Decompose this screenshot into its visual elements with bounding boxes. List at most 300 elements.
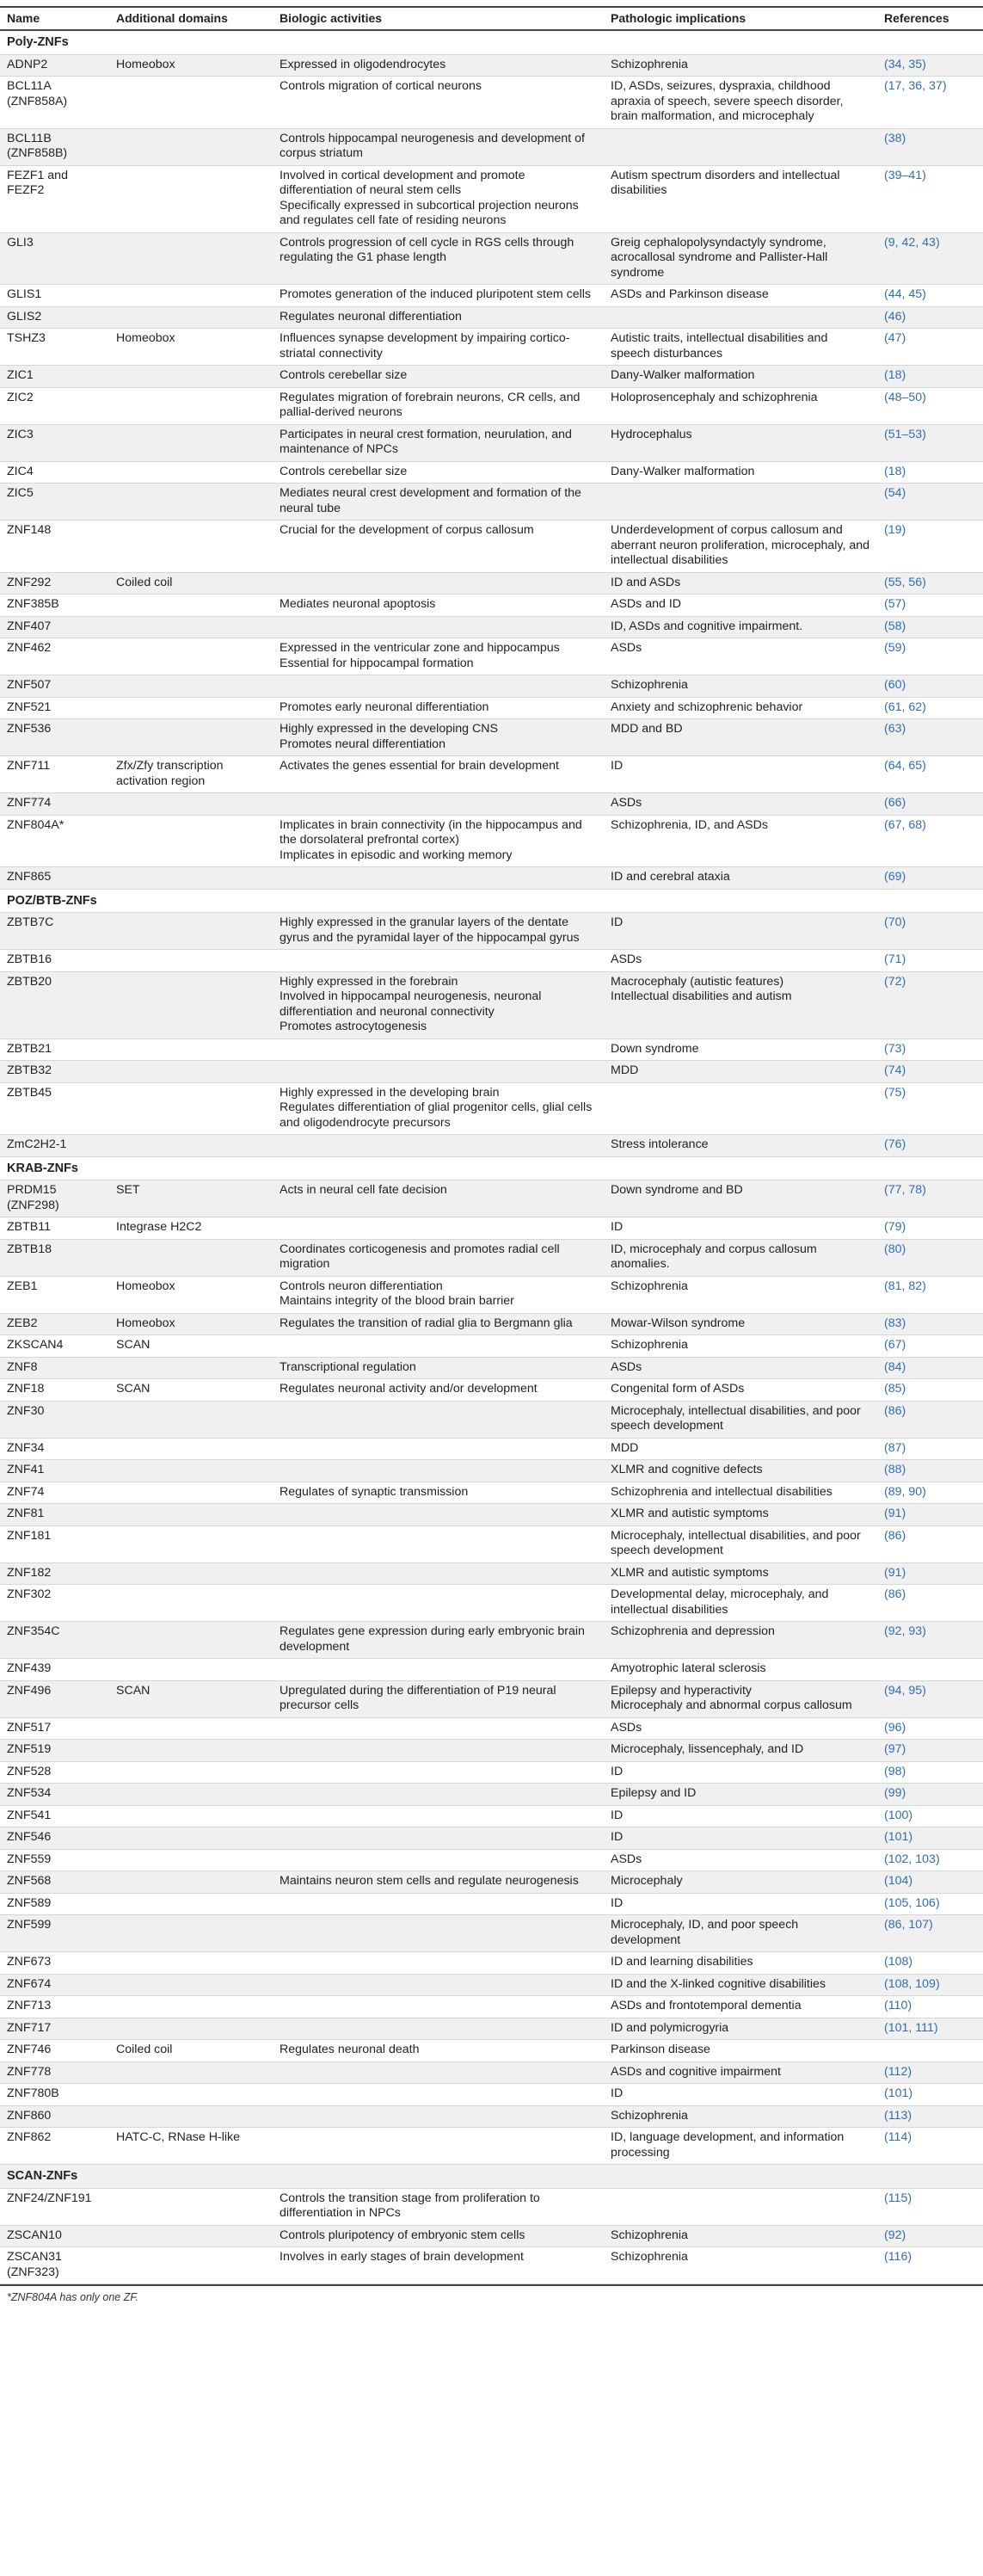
cell-references[interactable]: (79) [877, 1217, 983, 1240]
cell-biologic-activities: Mediates neural crest development and formation of the neural tube [273, 484, 604, 521]
cell-references[interactable]: (108) [877, 1952, 983, 1975]
section-title: POZ/BTB-ZNFs [0, 889, 983, 913]
cell-pathologic-implications: Macrocephaly (autistic features) Intellectual disabilities and autism [604, 971, 877, 1038]
table-row [0, 1239, 983, 1276]
cell-name: ZNF599 [0, 1915, 109, 1952]
cell-pathologic-implications: XLMR and cognitive defects [604, 1460, 877, 1482]
cell-references[interactable]: (105, 106) [877, 1893, 983, 1915]
cell-name: ZNF519 [0, 1740, 109, 1762]
cell-references[interactable]: (101, 111) [877, 2018, 983, 2040]
cell-biologic-activities [273, 1659, 604, 1681]
cell-pathologic-implications: ID, ASDs, seizures, dyspraxia, childhood apraxia of speech, severe speech disorder, brain malformation, and microcephaly [604, 77, 877, 129]
cell-pathologic-implications [604, 2188, 877, 2225]
cell-references[interactable] [877, 2040, 983, 2062]
cell-references[interactable] [877, 1659, 983, 1681]
cell-references[interactable]: (67) [877, 1335, 983, 1358]
cell-references[interactable]: (113) [877, 2105, 983, 2128]
cell-pathologic-implications: MDD [604, 1438, 877, 1460]
table-row [0, 616, 983, 638]
table-row [0, 1276, 983, 1313]
cell-biologic-activities [273, 1061, 604, 1083]
cell-name: ZNF517 [0, 1717, 109, 1740]
table-row [0, 675, 983, 698]
cell-references[interactable]: (70) [877, 913, 983, 950]
cell-pathologic-implications: Epilepsy and hyperactivity Microcephaly and abnormal corpus callosum [604, 1680, 877, 1717]
cell-name: ZNF18 [0, 1379, 109, 1402]
table-row [0, 971, 983, 1038]
cell-pathologic-implications: Schizophrenia and intellectual disabilities [604, 1482, 877, 1504]
cell-references[interactable]: (115) [877, 2188, 983, 2225]
cell-pathologic-implications: Schizophrenia [604, 675, 877, 698]
cell-biologic-activities: Influences synapse development by impairing cortico-striatal connectivity [273, 329, 604, 366]
cell-biologic-activities [273, 1805, 604, 1827]
header-row [0, 7, 983, 30]
cell-name: ZNF860 [0, 2105, 109, 2128]
cell-biologic-activities [273, 1460, 604, 1482]
znf-table [0, 6, 983, 2284]
cell-pathologic-implications: ASDs and frontotemporal dementia [604, 1996, 877, 2018]
cell-biologic-activities [273, 1717, 604, 1740]
table-row [0, 1805, 983, 1827]
cell-name: GLIS2 [0, 306, 109, 329]
cell-references[interactable]: (94, 95) [877, 1680, 983, 1717]
cell-references[interactable]: (59) [877, 638, 983, 675]
table-row [0, 1680, 983, 1717]
section-title: SCAN-ZNFs [0, 2165, 983, 2189]
cell-references[interactable]: (75) [877, 1082, 983, 1135]
cell-references[interactable]: (81, 82) [877, 1276, 983, 1313]
cell-references[interactable]: (46) [877, 306, 983, 329]
cell-pathologic-implications: Developmental delay, microcephaly, and intellectual disabilities [604, 1585, 877, 1622]
cell-references[interactable]: (112) [877, 2061, 983, 2084]
cell-name: ZNF148 [0, 521, 109, 573]
cell-name: ZNF302 [0, 1585, 109, 1622]
cell-biologic-activities [273, 2105, 604, 2128]
cell-biologic-activities [273, 675, 604, 698]
cell-biologic-activities [273, 572, 604, 595]
cell-additional-domains [109, 232, 273, 285]
cell-biologic-activities: Expressed in oligodendrocytes [273, 54, 604, 77]
cell-biologic-activities: Regulates neuronal activity and/or development [273, 1379, 604, 1402]
cell-name: ZNF354C [0, 1622, 109, 1659]
cell-additional-domains [109, 1401, 273, 1438]
cell-name: ZNF439 [0, 1659, 109, 1681]
cell-biologic-activities: Controls cerebellar size [273, 461, 604, 484]
table-row [0, 1740, 983, 1762]
cell-references[interactable]: (114) [877, 2128, 983, 2165]
cell-pathologic-implications: ASDs [604, 1357, 877, 1379]
cell-pathologic-implications: Schizophrenia [604, 2247, 877, 2284]
cell-additional-domains [109, 2061, 273, 2084]
table-row [0, 1180, 983, 1217]
cell-additional-domains [109, 1871, 273, 1894]
cell-pathologic-implications: ASDs and cognitive impairment [604, 2061, 877, 2084]
cell-references[interactable]: (97) [877, 1740, 983, 1762]
cell-pathologic-implications: Schizophrenia and depression [604, 1622, 877, 1659]
table-row [0, 306, 983, 329]
cell-pathologic-implications: MDD and BD [604, 719, 877, 756]
cell-references[interactable]: (86) [877, 1401, 983, 1438]
table-row [0, 2128, 983, 2165]
cell-references[interactable]: (77, 78) [877, 1180, 983, 1217]
cell-references[interactable]: (34, 35) [877, 54, 983, 77]
table-row [0, 1761, 983, 1784]
cell-name: ZNF181 [0, 1525, 109, 1562]
cell-name: PRDM15 (ZNF298) [0, 1180, 109, 1217]
table-row [0, 2061, 983, 2084]
cell-name: ZNF507 [0, 675, 109, 698]
cell-biologic-activities [273, 793, 604, 816]
cell-pathologic-implications: ID [604, 1827, 877, 1850]
cell-additional-domains [109, 1038, 273, 1061]
cell-references[interactable]: (73) [877, 1038, 983, 1061]
cell-additional-domains: Integrase H2C2 [109, 1217, 273, 1240]
cell-biologic-activities [273, 1525, 604, 1562]
cell-name: ZKSCAN4 [0, 1335, 109, 1358]
table-row [0, 1357, 983, 1379]
cell-additional-domains [109, 1504, 273, 1526]
cell-biologic-activities [273, 1996, 604, 2018]
cell-additional-domains [109, 1659, 273, 1681]
cell-pathologic-implications: XLMR and autistic symptoms [604, 1562, 877, 1585]
cell-name: ZBTB16 [0, 950, 109, 972]
section-title: Poly-ZNFs [0, 30, 983, 54]
cell-name: FEZF1 and FEZF2 [0, 165, 109, 232]
cell-name: ZIC3 [0, 424, 109, 461]
table-row [0, 913, 983, 950]
table-row [0, 1915, 983, 1952]
table-row [0, 1717, 983, 1740]
cell-name: ZNF534 [0, 1784, 109, 1806]
header-pathologic-implications: Pathologic implications [604, 7, 877, 30]
cell-additional-domains [109, 867, 273, 890]
cell-biologic-activities [273, 1135, 604, 1157]
header-biologic-activities: Biologic activities [273, 7, 604, 30]
cell-biologic-activities [273, 1740, 604, 1762]
table-row [0, 2040, 983, 2062]
cell-references[interactable]: (60) [877, 675, 983, 698]
table-row [0, 2105, 983, 2128]
table-row [0, 165, 983, 232]
cell-references[interactable]: (19) [877, 521, 983, 573]
cell-name: ZNF292 [0, 572, 109, 595]
cell-pathologic-implications: Schizophrenia [604, 1335, 877, 1358]
cell-references[interactable]: (104) [877, 1871, 983, 1894]
cell-additional-domains [109, 461, 273, 484]
cell-pathologic-implications: Microcephaly, ID, and poor speech development [604, 1915, 877, 1952]
cell-biologic-activities [273, 1761, 604, 1784]
cell-references[interactable]: (57) [877, 595, 983, 617]
cell-pathologic-implications: Epilepsy and ID [604, 1784, 877, 1806]
cell-references[interactable]: (91) [877, 1562, 983, 1585]
table-header [0, 7, 983, 30]
cell-name: ZNF568 [0, 1871, 109, 1894]
cell-references[interactable]: (39–41) [877, 165, 983, 232]
cell-references[interactable]: (99) [877, 1784, 983, 1806]
cell-references[interactable]: (86) [877, 1585, 983, 1622]
cell-name: ZNF711 [0, 756, 109, 793]
cell-additional-domains [109, 1717, 273, 1740]
cell-references[interactable]: (96) [877, 1717, 983, 1740]
cell-additional-domains: Zfx/Zfy transcription activation region [109, 756, 273, 793]
cell-pathologic-implications: Schizophrenia [604, 54, 877, 77]
cell-additional-domains [109, 2247, 273, 2284]
cell-pathologic-implications: ID [604, 913, 877, 950]
cell-biologic-activities: Highly expressed in the developing brain Regulates differentiation of glial progenitor cells, glial cells and oligodendrocyte precursors [273, 1082, 604, 1135]
table-row [0, 638, 983, 675]
cell-additional-domains [109, 1061, 273, 1083]
cell-references[interactable]: (72) [877, 971, 983, 1038]
cell-references[interactable]: (92, 93) [877, 1622, 983, 1659]
cell-additional-domains [109, 1482, 273, 1504]
cell-references[interactable]: (100) [877, 1805, 983, 1827]
cell-biologic-activities: Controls hippocampal neurogenesis and development of corpus striatum [273, 128, 604, 165]
cell-pathologic-implications [604, 484, 877, 521]
cell-additional-domains: SCAN [109, 1335, 273, 1358]
table-row [0, 521, 983, 573]
cell-name: ZNF589 [0, 1893, 109, 1915]
cell-pathologic-implications: Microcephaly, lissencephaly, and ID [604, 1740, 877, 1762]
table-row [0, 867, 983, 890]
table-row [0, 1659, 983, 1681]
cell-biologic-activities [273, 1915, 604, 1952]
cell-biologic-activities: Controls neuron differentiation Maintains integrity of the blood brain barrier [273, 1276, 604, 1313]
cell-references[interactable]: (91) [877, 1504, 983, 1526]
cell-references[interactable]: (98) [877, 1761, 983, 1784]
cell-biologic-activities [273, 867, 604, 890]
cell-pathologic-implications: Schizophrenia [604, 1276, 877, 1313]
cell-name: ZNF74 [0, 1482, 109, 1504]
table-row [0, 54, 983, 77]
cell-references[interactable]: (9, 42, 43) [877, 232, 983, 285]
cell-references[interactable]: (66) [877, 793, 983, 816]
table-row [0, 366, 983, 388]
cell-biologic-activities: Expressed in the ventricular zone and hippocampus Essential for hippocampal formation [273, 638, 604, 675]
cell-biologic-activities: Maintains neuron stem cells and regulate neurogenesis [273, 1871, 604, 1894]
table-row [0, 1335, 983, 1358]
cell-name: ZNF546 [0, 1827, 109, 1850]
cell-references[interactable]: (89, 90) [877, 1482, 983, 1504]
cell-name: ZNF385B [0, 595, 109, 617]
cell-additional-domains: SCAN [109, 1379, 273, 1402]
cell-references[interactable]: (84) [877, 1357, 983, 1379]
cell-references[interactable]: (86) [877, 1525, 983, 1562]
cell-additional-domains [109, 424, 273, 461]
cell-pathologic-implications: ID and learning disabilities [604, 1952, 877, 1975]
cell-references[interactable]: (61, 62) [877, 697, 983, 719]
cell-references[interactable]: (74) [877, 1061, 983, 1083]
table-row [0, 1974, 983, 1996]
cell-references[interactable]: (18) [877, 366, 983, 388]
cell-additional-domains [109, 1784, 273, 1806]
cell-pathologic-implications: Greig cephalopolysyndactyly syndrome, acrocallosal syndrome and Pallister-Hall syndrome [604, 232, 877, 285]
cell-pathologic-implications: ID and the X-linked cognitive disabilities [604, 1974, 877, 1996]
cell-additional-domains: Homeobox [109, 1276, 273, 1313]
cell-references[interactable]: (55, 56) [877, 572, 983, 595]
cell-pathologic-implications: ID [604, 1761, 877, 1784]
cell-name: GLIS1 [0, 285, 109, 307]
cell-biologic-activities [273, 1827, 604, 1850]
cell-references[interactable]: (51–53) [877, 424, 983, 461]
cell-pathologic-implications: ID, microcephaly and corpus callosum anomalies. [604, 1239, 877, 1276]
cell-pathologic-implications: Dany-Walker malformation [604, 461, 877, 484]
table-body [0, 30, 983, 2284]
cell-biologic-activities [273, 1038, 604, 1061]
cell-references[interactable]: (116) [877, 2247, 983, 2284]
cell-pathologic-implications: ID [604, 1893, 877, 1915]
cell-biologic-activities: Controls migration of cortical neurons [273, 77, 604, 129]
cell-pathologic-implications: Stress intolerance [604, 1135, 877, 1157]
cell-references[interactable]: (101) [877, 1827, 983, 1850]
cell-pathologic-implications: ID [604, 1805, 877, 1827]
cell-references[interactable]: (88) [877, 1460, 983, 1482]
cell-pathologic-implications: Autistic traits, intellectual disabilities and speech disturbances [604, 329, 877, 366]
cell-biologic-activities: Mediates neuronal apoptosis [273, 595, 604, 617]
cell-biologic-activities [273, 1585, 604, 1622]
table-row [0, 756, 983, 793]
cell-biologic-activities: Acts in neural cell fate decision [273, 1180, 604, 1217]
cell-additional-domains [109, 1996, 273, 2018]
table-row [0, 285, 983, 307]
cell-additional-domains [109, 1915, 273, 1952]
table-row [0, 1313, 983, 1335]
cell-pathologic-implications: ID and polymicrogyria [604, 2018, 877, 2040]
table-row [0, 2188, 983, 2225]
cell-biologic-activities [273, 1893, 604, 1915]
cell-pathologic-implications: XLMR and autistic symptoms [604, 1504, 877, 1526]
table-row [0, 1438, 983, 1460]
cell-additional-domains [109, 484, 273, 521]
cell-name: ZNF462 [0, 638, 109, 675]
cell-pathologic-implications: ID [604, 2084, 877, 2106]
table-row [0, 1379, 983, 1402]
table-row [0, 424, 983, 461]
cell-pathologic-implications: Parkinson disease [604, 2040, 877, 2062]
cell-pathologic-implications: Schizophrenia, ID, and ASDs [604, 815, 877, 867]
cell-biologic-activities [273, 2061, 604, 2084]
cell-biologic-activities [273, 1401, 604, 1438]
table-row [0, 2018, 983, 2040]
cell-biologic-activities [273, 1335, 604, 1358]
cell-pathologic-implications: ID [604, 756, 877, 793]
cell-references[interactable]: (48–50) [877, 387, 983, 424]
table-row [0, 484, 983, 521]
cell-references[interactable]: (83) [877, 1313, 983, 1335]
cell-references[interactable]: (71) [877, 950, 983, 972]
cell-references[interactable]: (92) [877, 2225, 983, 2247]
cell-references[interactable]: (67, 68) [877, 815, 983, 867]
cell-pathologic-implications: Microcephaly [604, 1871, 877, 1894]
cell-references[interactable]: (76) [877, 1135, 983, 1157]
table-row [0, 461, 983, 484]
cell-pathologic-implications: ASDs and ID [604, 595, 877, 617]
cell-pathologic-implications: Microcephaly, intellectual disabilities, and poor speech development [604, 1401, 877, 1438]
cell-name: BCL11A (ZNF858A) [0, 77, 109, 129]
cell-references[interactable]: (69) [877, 867, 983, 890]
cell-additional-domains [109, 1585, 273, 1622]
table-row [0, 1871, 983, 1894]
table-row [0, 1996, 983, 2018]
cell-references[interactable]: (47) [877, 329, 983, 366]
cell-additional-domains [109, 2225, 273, 2247]
cell-references[interactable]: (86, 107) [877, 1915, 983, 1952]
table-row [0, 1562, 983, 1585]
cell-additional-domains [109, 638, 273, 675]
cell-name: ZNF673 [0, 1952, 109, 1975]
cell-references[interactable]: (87) [877, 1438, 983, 1460]
cell-name: ZNF717 [0, 2018, 109, 2040]
cell-references[interactable]: (80) [877, 1239, 983, 1276]
cell-pathologic-implications: Autism spectrum disorders and intellectual disabilities [604, 165, 877, 232]
cell-name: ZNF496 [0, 1680, 109, 1717]
cell-references[interactable]: (18) [877, 461, 983, 484]
cell-name: ZNF8 [0, 1357, 109, 1379]
cell-additional-domains [109, 1849, 273, 1871]
cell-biologic-activities: Regulates migration of forebrain neurons, CR cells, and pallial-derived neurons [273, 387, 604, 424]
table-row [0, 1849, 983, 1871]
cell-biologic-activities: Regulates of synaptic transmission [273, 1482, 604, 1504]
table-row [0, 1217, 983, 1240]
cell-additional-domains [109, 675, 273, 698]
cell-biologic-activities: Regulates neuronal death [273, 2040, 604, 2062]
table-row [0, 697, 983, 719]
cell-pathologic-implications: Amyotrophic lateral sclerosis [604, 1659, 877, 1681]
cell-biologic-activities [273, 1974, 604, 1996]
cell-references[interactable]: (64, 65) [877, 756, 983, 793]
cell-name: GLI3 [0, 232, 109, 285]
cell-references[interactable]: (110) [877, 1996, 983, 2018]
cell-references[interactable]: (63) [877, 719, 983, 756]
section-row [0, 1156, 983, 1180]
table-row [0, 1460, 983, 1482]
cell-biologic-activities: Regulates gene expression during early embryonic brain development [273, 1622, 604, 1659]
cell-references[interactable]: (54) [877, 484, 983, 521]
cell-references[interactable]: (44, 45) [877, 285, 983, 307]
cell-references[interactable]: (85) [877, 1379, 983, 1402]
cell-additional-domains [109, 306, 273, 329]
cell-name: ZIC2 [0, 387, 109, 424]
cell-references[interactable]: (38) [877, 128, 983, 165]
cell-biologic-activities: Highly expressed in the forebrain Involved in hippocampal neurogenesis, neuronal differentiation and neuronal connectivity Promotes astrocytogenesis [273, 971, 604, 1038]
cell-pathologic-implications [604, 306, 877, 329]
cell-additional-domains [109, 1135, 273, 1157]
cell-biologic-activities: Coordinates corticogenesis and promotes radial cell migration [273, 1239, 604, 1276]
cell-biologic-activities: Participates in neural crest formation, neurulation, and maintenance of NPCs [273, 424, 604, 461]
cell-additional-domains [109, 1952, 273, 1975]
cell-additional-domains [109, 1239, 273, 1276]
cell-references[interactable]: (102, 103) [877, 1849, 983, 1871]
cell-biologic-activities: Controls pluripotency of embryonic stem cells [273, 2225, 604, 2247]
cell-name: ADNP2 [0, 54, 109, 77]
cell-name: ZNF536 [0, 719, 109, 756]
cell-additional-domains [109, 950, 273, 972]
cell-pathologic-implications: ASDs [604, 638, 877, 675]
cell-references[interactable]: (108, 109) [877, 1974, 983, 1996]
cell-references[interactable]: (17, 36, 37) [877, 77, 983, 129]
table-row [0, 1784, 983, 1806]
cell-references[interactable]: (101) [877, 2084, 983, 2106]
cell-name: ZEB1 [0, 1276, 109, 1313]
cell-pathologic-implications: Underdevelopment of corpus callosum and aberrant neuron proliferation, microcephaly, and intellectual disabilities [604, 521, 877, 573]
cell-additional-domains [109, 697, 273, 719]
cell-references[interactable]: (58) [877, 616, 983, 638]
cell-pathologic-implications: Anxiety and schizophrenic behavior [604, 697, 877, 719]
cell-name: ZNF182 [0, 1562, 109, 1585]
cell-additional-domains [109, 1622, 273, 1659]
cell-additional-domains [109, 521, 273, 573]
cell-additional-domains: Homeobox [109, 1313, 273, 1335]
cell-name: ZNF559 [0, 1849, 109, 1871]
